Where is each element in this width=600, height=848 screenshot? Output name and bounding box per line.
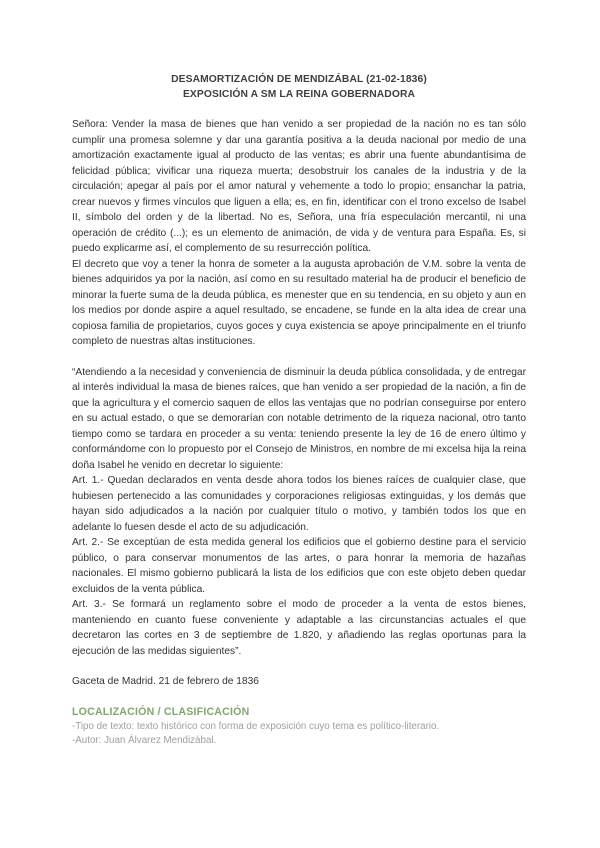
classification-section [72, 705, 526, 749]
intro-section [72, 117, 526, 350]
article-1: Art. 1.- Quedan declarados en venta desde ahora todos los bienes raíces de cualquier clase, que hubiesen pertenecido a las comunidades y corporaciones religiosas extinguidas, y los demás que hayan sido adjudicados a la nación por cualquier título o motivo, y también todos los que en adelante lo fuesen desde el acto de su adjudicación. [72, 475, 526, 533]
document-title-line-1: DESAMORTIZACIÓN DE MENDIZÁBAL (21-02-1836) [171, 74, 427, 85]
document-title-line-2: EXPOSICIÓN A SM LA REINA GOBERNADORA [182, 89, 416, 100]
paragraph-1: Señora: Vender la masa de bienes que han venido a ser propiedad de la nación no es tan sólo cumplir una promesa solemne y dar una garantía positiva a la deuda nacional por medio de una amortización exactamente igual al producto de las ventas; es abrir una fuente abundantísima de felicidad pública; vivificar una riqueza muerta; desobstruir los canales de la industria y de la circulación; apegar al país por el amor natural y vehemente a todo lo propio; ensanchar la patria, crear nuevos y firmes vínculos que liguen a ella; es, en fin, identificar con el trono excelso de Isabel II, símbolo del orden y de la libertad. No es, Señora, una fría especulación mercantil, ni una operación de crédito (...); es un elemento de animación, de vida y de ventura para España. Es, si puedo explicarme así, el complemento de su resurrección política. [72, 119, 526, 254]
classification-heading: LOCALIZACIÓN / CLASIFICACIÓN [72, 705, 250, 718]
classification-text-type: -Tipo de texto: texto histórico con forma de exposición cuyo tema es político-literario. [72, 720, 440, 732]
classification-author: -Autor: Juan Álvarez Mendizábal. [72, 735, 217, 746]
paragraph-2: El decreto que voy a tener la honra de someter a la augusta aprobación de V.M. sobre la venta de bienes adquiridos ya por la nación, así como en su resultado material ha de producir el beneficio de minorar la fuerte suma de la deuda pública, es menester que en su tendencia, en su objeto y aun en los medios por donde aspire a aquel resultado, se encadene, se funde en la alta idea de crear una copiosa familia de propietarios, cuyos goces y cuya existencia se apoye principalmente en el triunfo completo de nuestras altas instituciones. [72, 258, 526, 347]
source-citation: Gaceta de Madrid. 21 de febrero de 1836 [72, 676, 259, 687]
decree-quote [72, 365, 526, 660]
article-2: Art. 2.- Se exceptúan de esta medida general los edificios que el gobierno destine para el servicio público, o para conservar monumentos de las artes, o para honrar la memoria de hazañas nacionales. El mismo gobierno publicará la lista de los edificios que con este objeto deben quedar excluidos de la venta pública. [72, 537, 526, 595]
document-page [72, 72, 526, 749]
quote-intro: “Atendiendo a la necesidad y conveniencia de disminuir la deuda pública consolidada, y de entregar al interés individual la masa de bienes raíces, que han venido a ser propiedad de la nación, a fin de que la agricultura y el comercio saquen de ellos las ventajas que no podrían conseguirse por entero en su actual estado, o que se demorarían con notable detrimento de la riqueza nacional, otro tanto tiempo como se tardara en proceder a su venta: teniendo presente la ley de 16 de enero último y conformándome con lo propuesto por el Consejo de Ministros, en nombre de mi excelsa hija la reina doña Isabel he venido en decretar lo siguiente: [72, 366, 526, 471]
article-3: Art. 3.- Se formará un reglamento sobre el modo de proceder a la venta de estos bienes, manteniendo en cuanto fuese conveniente y adaptable a las circunstancias actuales el que decretaron las cortes en 3 de septiembre de 1.820, y añadiendo las reglas oportunas para la ejecución de las medidas siguientes”. [72, 599, 526, 657]
